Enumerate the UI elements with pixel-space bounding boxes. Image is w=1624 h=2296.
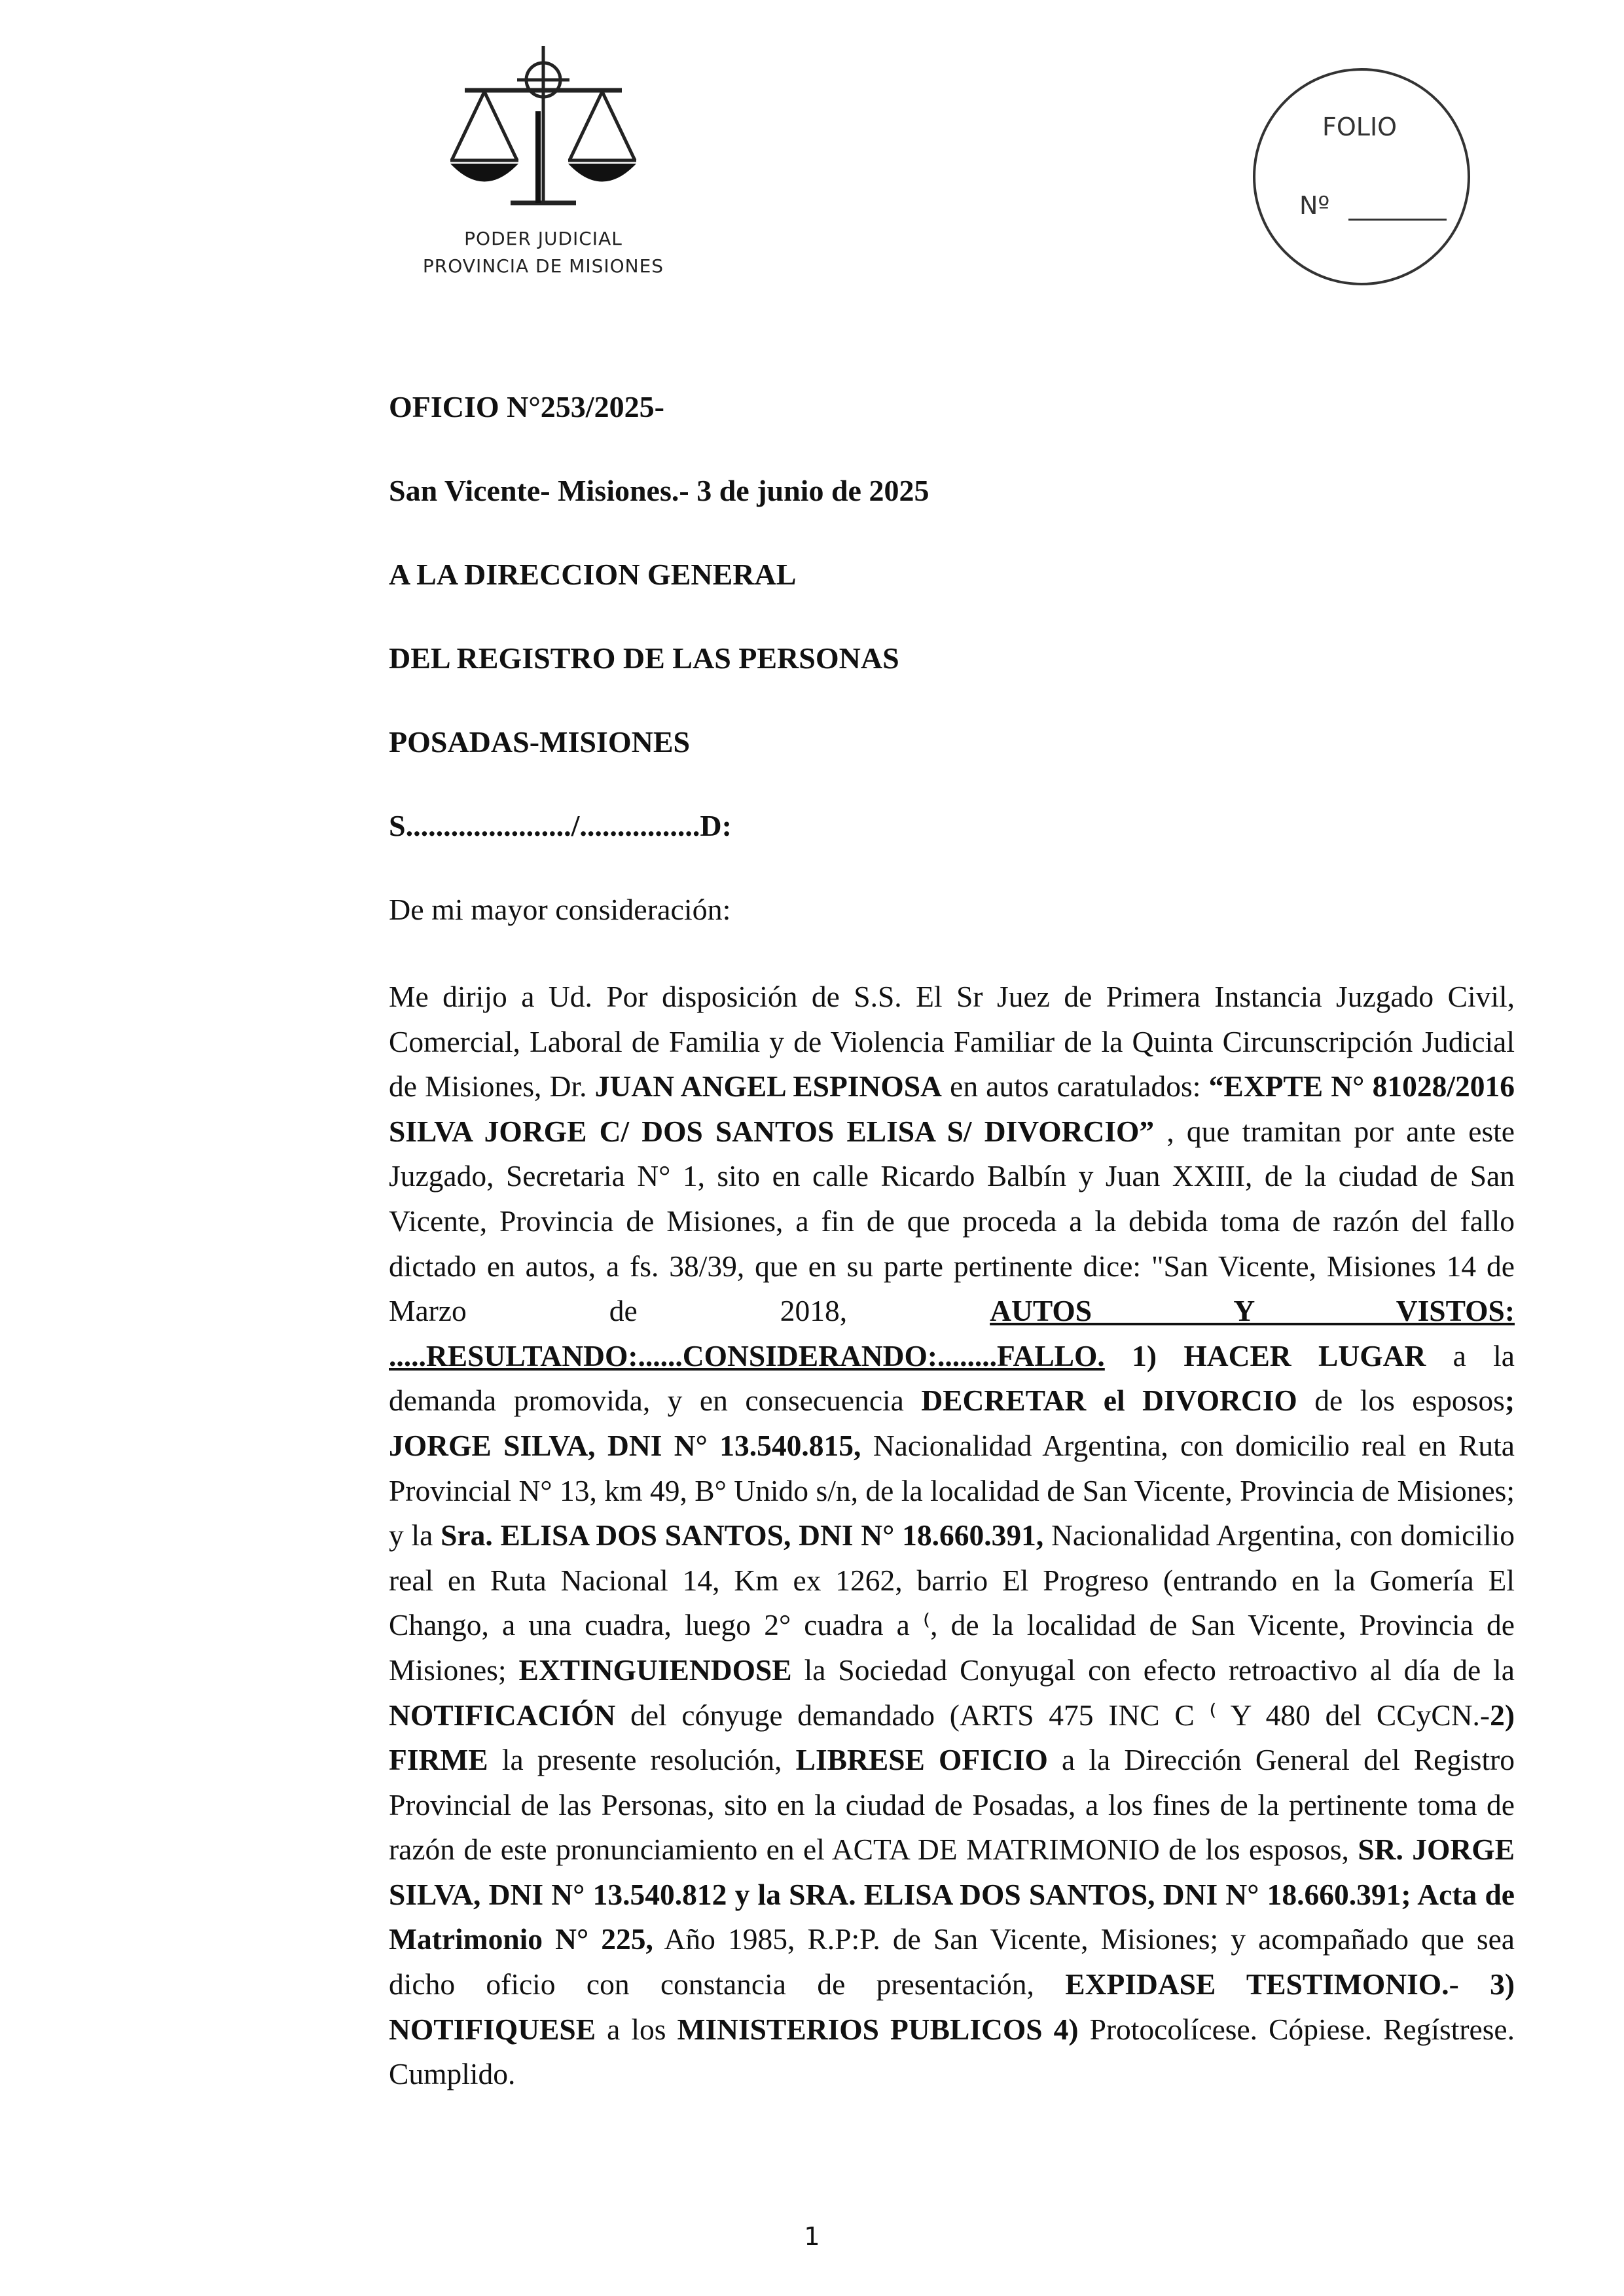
ruling-item-4: MINISTERIOS PUBLICOS 4) (677, 2012, 1079, 2046)
body-text-segment: , que tramitan por ante este Juzgado, Secretaria N° 1, sito en calle Ricardo Balbín y Juan XXIII, de la ciudad de San Vicente, Provincia de Misiones, a fin de que proceda a la debida toma de razón del fallo dictado en autos, a fs. 38/39, que en su parte pertinente dice: "San Vicente, Misiones 14 de Marzo de 2018, (389, 1114, 1515, 1328)
folio-number-label: Nº (1299, 191, 1330, 220)
ruling-item-1: 1) HACER LUGAR (1104, 1338, 1426, 1372)
oficio-number: OFICIO N°253/2025- (389, 390, 664, 423)
judge-name: JUAN ANGEL ESPINOSA (594, 1069, 942, 1103)
case-title: “EXPTE N° 81028/2016 SILVA JORGE C/ DOS SANTOS ELISA S/ DIVORCIO” (389, 1069, 1515, 1148)
body-text-segment: la Sociedad Conyugal con efecto retroactivo al día de la (791, 1653, 1515, 1687)
body-text-segment: la presente resolución, (488, 1743, 796, 1777)
page-number: 1 (804, 2222, 820, 2251)
logo-line-2: PROVINCIA DE MISIONES (422, 255, 664, 277)
body-text-segment: Año 1985, R.P:P. de San Vicente, Misiones; y acompañado que sea dicho oficio con constancia de presentación, (389, 1922, 1515, 2001)
ruling-item-2: 2) FIRME (389, 1698, 1515, 1777)
spouse-2: Sra. ELISA DOS SANTOS, DNI N° 18.660.391, (441, 1518, 1044, 1552)
body-text-segment: de los esposos (1297, 1384, 1505, 1418)
body-text-segment: Me dirijo a Ud. Por disposición de S.S. El Sr Juez de Primera Instancia Juzgado Civil, Comercial, Laboral de Familia y de Violencia Familiar de la Quinta Circunscripción Judicial de Misiones, Dr. (389, 980, 1515, 1103)
body-text-segment: Nacionalidad Argentina, con domicilio real en Ruta Provincial N° 13, km 49, B° Unido s/n, de la localidad de San Vicente, Provincia de Misiones; y la (389, 1428, 1515, 1552)
logo-line-1: PODER JUDICIAL (464, 228, 623, 249)
body-text-segment: a la demanda promovida, y en consecuencia (389, 1338, 1515, 1418)
body-text-segment: Protocolícese. Cópiese. Regístrese. Cumplido. (389, 2012, 1515, 2091)
folio-stamp-circle (1250, 65, 1473, 288)
recipient-line-3: POSADAS-MISIONES (389, 725, 691, 759)
spouse-1: ; JORGE SILVA, DNI N° 13.540.815, (389, 1384, 1515, 1462)
folio-number-blank (1348, 219, 1447, 221)
divorce-decree: DECRETAR el DIVORCIO (921, 1384, 1297, 1418)
greeting: De mi mayor consideración: (389, 893, 731, 926)
body-text-segment: del cónyuge demandado (ARTS 475 INC C ⁽ Y 480 del CCyCN.- (615, 1698, 1490, 1732)
body-text-segment: a la Dirección General del Registro Provincial de las Personas, sito en la ciudad de Posadas, a los fines de la pertinente toma de razón de este pronunciamiento en el ACTA DE MATRIMONIO de los esposos, (389, 1743, 1515, 1867)
folio-label: FOLIO (1322, 113, 1398, 141)
body-text-segment: Nacionalidad Argentina, con domicilio real en Ruta Nacional 14, Km ex 1262, barrio El Progreso (entrando en la Gomería El Chango, a una cuadra, luego 2° cuadra a ⁽, de la localidad de San Vicente, Provincia de Misiones; (389, 1518, 1515, 1687)
place-date: San Vicente- Misiones.- 3 de junio de 2025 (389, 474, 929, 507)
body-paragraph (389, 975, 1515, 2097)
body-text-segment: a los (596, 2012, 677, 2046)
letter-header (389, 389, 1515, 2097)
recipient-line-1: A LA DIRECCION GENERAL (389, 558, 797, 591)
notification: NOTIFICACIÓN (389, 1698, 616, 1732)
ruling-item-3: EXPIDASE TESTIMONIO.- 3) NOTIFIQUESE (389, 1967, 1515, 2046)
order-oficio: LIBRESE OFICIO (795, 1743, 1048, 1777)
body-text-segment: en autos caratulados: (941, 1069, 1209, 1103)
judicial-logo (393, 39, 694, 301)
recipient-line-2: DEL REGISTRO DE LAS PERSONAS (389, 641, 899, 675)
ruling-sections: AUTOS Y VISTOS: .....RESULTANDO:......CONSIDERANDO:........FALLO. (389, 1294, 1515, 1372)
salutation: S....................../................D: (389, 809, 732, 842)
scales-of-justice-icon (439, 39, 648, 223)
marriage-record: SR. JORGE SILVA, DNI N° 13.540.812 y la SRA. ELISA DOS SANTOS, DNI N° 18.660.391; Acta de Matrimonio N° 225, (389, 1833, 1515, 1956)
extinction: EXTINGUIENDOSE (518, 1653, 792, 1687)
